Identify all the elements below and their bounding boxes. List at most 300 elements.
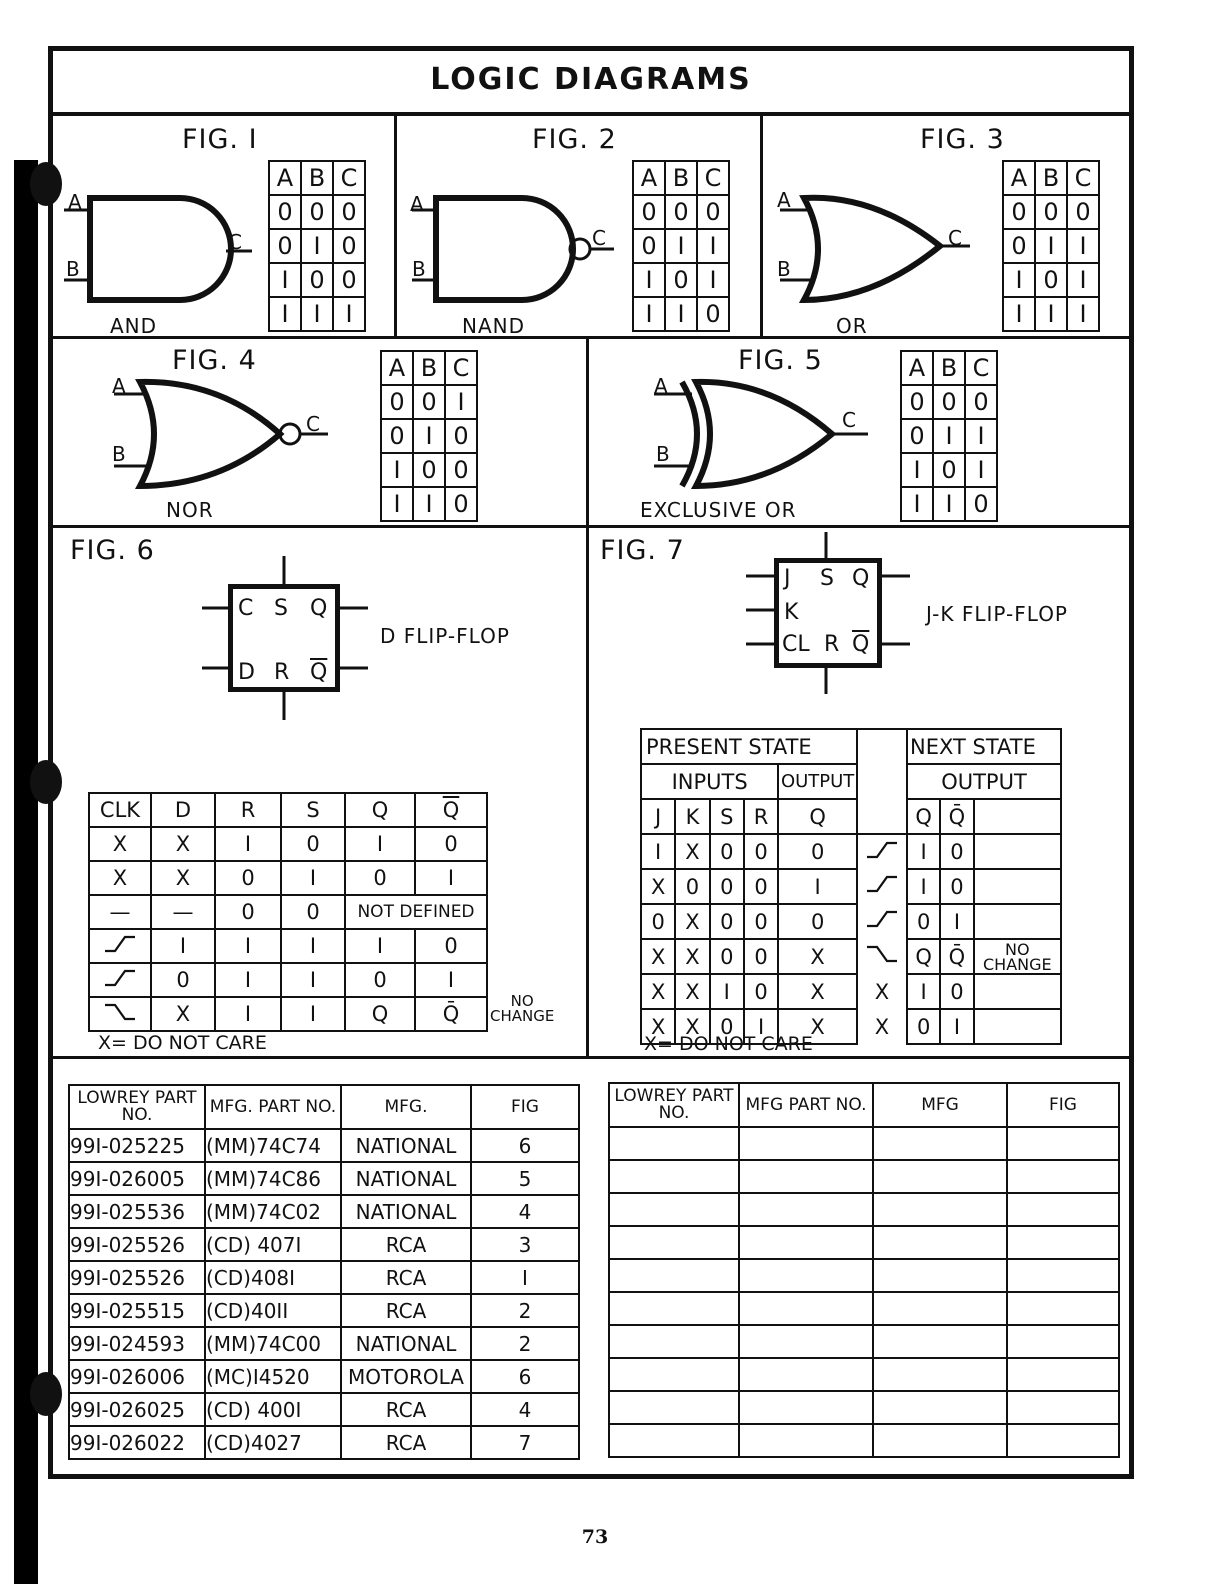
or-gate-symbol — [774, 190, 984, 310]
parts-right-cell — [873, 1325, 1007, 1358]
fig4-pin-a: A — [112, 374, 126, 398]
table-row — [641, 869, 1061, 904]
fig7-cell: I — [641, 834, 675, 869]
fig4-cell: 0 — [445, 419, 477, 453]
fig7-no-change: NO CHANGE — [974, 939, 1061, 974]
parts-right-cell — [873, 1358, 1007, 1391]
table-row — [381, 453, 477, 487]
parts-right-cell — [873, 1259, 1007, 1292]
fig5-pin-c: C — [842, 408, 856, 432]
parts-left-cell: 99I-025536 — [69, 1195, 205, 1228]
table-row — [89, 963, 487, 997]
parts-left-cell: 6 — [471, 1360, 579, 1393]
parts-right-cell — [609, 1160, 739, 1193]
fig6-cell: — — [151, 895, 215, 929]
parts-right-cell — [609, 1127, 739, 1160]
fig3-gate-name: OR — [836, 314, 868, 338]
fig2-pin-b: B — [412, 257, 426, 281]
fig6-no-change — [490, 994, 554, 1024]
fig7-next-cell: I — [940, 904, 973, 939]
clock-column — [857, 729, 907, 834]
parts-right-cell — [1007, 1226, 1119, 1259]
parts-left-header-1: MFG. PART NO. — [205, 1085, 341, 1129]
parts-left-cell: 2 — [471, 1294, 579, 1327]
table-row — [89, 929, 487, 963]
table-row — [641, 799, 1061, 834]
fig7-no-change — [974, 904, 1061, 939]
table-row — [69, 1360, 579, 1393]
parts-right-cell — [873, 1391, 1007, 1424]
fig7-cell: 0 — [778, 834, 857, 869]
fig7-next-cell: Q̄ — [940, 939, 973, 974]
table-row — [89, 997, 487, 1031]
table-row — [381, 487, 477, 521]
fig6-cell: 0 — [415, 929, 487, 963]
fig5-pin-b: B — [656, 442, 670, 466]
fig7-cell: X — [675, 904, 709, 939]
table-row — [69, 1228, 579, 1261]
table-row — [641, 729, 1061, 764]
fig7-cell: 0 — [744, 834, 778, 869]
fig2-cell: I — [665, 297, 697, 331]
fig7-cell: 0 — [744, 869, 778, 904]
fig7-no-change — [974, 974, 1061, 1009]
fig7-pin-k: K — [784, 600, 799, 625]
fig1-pin-b: B — [66, 257, 80, 281]
fig6-no-change-line1: NO — [510, 992, 534, 1010]
parts-right-cell — [609, 1259, 739, 1292]
table-row — [633, 229, 729, 263]
fig6-cell: 0 — [151, 963, 215, 997]
fig2-cell: 0 — [697, 195, 729, 229]
table-row — [69, 1426, 579, 1459]
fig6-header-5: $\overline{Q}$ — [415, 793, 487, 827]
parts-left-cell: (CD) 407I — [205, 1228, 341, 1261]
fig1-pin-c: C — [228, 230, 242, 254]
parts-right-cell — [873, 1193, 1007, 1226]
parts-right-cell — [739, 1292, 873, 1325]
table-row — [69, 1393, 579, 1426]
fig6-pin-s: S — [274, 596, 288, 621]
fig7-cell: X — [641, 869, 675, 904]
parts-right-cell — [739, 1424, 873, 1457]
parts-left-cell: 5 — [471, 1162, 579, 1195]
next-output-header: OUTPUT — [907, 764, 1061, 799]
parts-left-cell: RCA — [341, 1393, 471, 1426]
fig2-pin-a: A — [410, 192, 424, 216]
fig1-gate-name: AND — [110, 314, 158, 338]
fig7-cell: 0 — [641, 904, 675, 939]
fig7-col-k: K — [675, 799, 709, 834]
table-row — [69, 1129, 579, 1162]
fig6-cell: 0 — [281, 895, 345, 929]
parts-left-header-3: FIG — [471, 1085, 579, 1129]
fig5-cell: I — [965, 453, 997, 487]
fig3-header-b: B — [1035, 161, 1067, 195]
parts-right-cell — [873, 1424, 1007, 1457]
fig3-cell: I — [1067, 297, 1099, 331]
fig7-next-col: Q — [907, 799, 940, 834]
parts-left-cell: RCA — [341, 1426, 471, 1459]
fig2-truth-table — [632, 160, 730, 332]
fig2-cell: I — [633, 297, 665, 331]
fig3-pin-b: B — [777, 257, 791, 281]
fig1-pin-a: A — [68, 190, 82, 214]
table-row — [381, 419, 477, 453]
parts-left-cell: NATIONAL — [341, 1327, 471, 1360]
fig3-cell: 0 — [1035, 263, 1067, 297]
parts-left-cell: 4 — [471, 1195, 579, 1228]
fig7-cell: X — [641, 1009, 675, 1044]
fig3-header-c: C — [1067, 161, 1099, 195]
fig7-cell: X — [778, 974, 857, 1009]
fig7-pin-r: R — [824, 632, 840, 657]
fig7-cell: X — [778, 1009, 857, 1044]
fig7-cell: I — [710, 974, 744, 1009]
parts-left-cell: NATIONAL — [341, 1195, 471, 1228]
parts-right-cell — [739, 1226, 873, 1259]
fig7-col-r: R — [744, 799, 778, 834]
fig6-cell: — — [89, 895, 151, 929]
fig1-cell: I — [301, 297, 333, 331]
parts-left-cell: (CD)40II — [205, 1294, 341, 1327]
fig3-pin-c: C — [948, 226, 962, 250]
parts-right-cell — [609, 1226, 739, 1259]
parts-right-cell — [1007, 1391, 1119, 1424]
fig6-cell: I — [281, 963, 345, 997]
fig5-label: FIG. 5 — [738, 345, 823, 376]
parts-right-cell — [1007, 1259, 1119, 1292]
divider-row1 — [52, 336, 1130, 339]
parts-left-cell: 99I-025225 — [69, 1129, 205, 1162]
parts-table-right — [608, 1082, 1120, 1458]
fig7-cell: X — [675, 834, 709, 869]
fig5-cell: I — [933, 487, 965, 521]
fig6-cell: I — [215, 929, 281, 963]
fig7-clock-cell: X — [857, 1009, 907, 1044]
table-row — [89, 861, 487, 895]
parts-left-cell: (CD)408I — [205, 1261, 341, 1294]
fig5-truth-table — [900, 350, 998, 522]
fig3-pin-a: A — [777, 188, 791, 212]
parts-right-cell — [609, 1292, 739, 1325]
fig3-cell: 0 — [1003, 229, 1035, 263]
parts-left-cell: MOTOROLA — [341, 1360, 471, 1393]
fig7-cell: 0 — [710, 1009, 744, 1044]
truth-table-header — [901, 351, 997, 385]
fig4-cell: 0 — [381, 419, 413, 453]
fig4-label: FIG. 4 — [172, 345, 257, 376]
parts-right-header-3: FIG — [1007, 1083, 1119, 1127]
fig1-cell: 0 — [333, 195, 365, 229]
fig7-next-cell: 0 — [940, 834, 973, 869]
fig6-cell: I — [281, 997, 345, 1031]
table-row — [269, 263, 365, 297]
fig7-cell: 0 — [675, 869, 709, 904]
fig3-cell: I — [1067, 229, 1099, 263]
parts-left-cell: NATIONAL — [341, 1129, 471, 1162]
fig7-cell: 0 — [744, 939, 778, 974]
fig1-cell: 0 — [301, 195, 333, 229]
fig4-cell: I — [381, 487, 413, 521]
table-row — [901, 487, 997, 521]
fig4-cell: 0 — [445, 487, 477, 521]
fig6-cell: X — [89, 827, 151, 861]
fig6-cell: I — [215, 997, 281, 1031]
table-row — [609, 1391, 1119, 1424]
parts-right-cell — [1007, 1193, 1119, 1226]
page-number: 73 — [581, 1526, 609, 1548]
fig6-pin-qbar: $\overline{Q}$ — [310, 660, 328, 685]
fig7-cell: X — [778, 939, 857, 974]
fig7-cell: 0 — [744, 904, 778, 939]
fig5-header-c: C — [965, 351, 997, 385]
table-row — [69, 1327, 579, 1360]
fig7-next-cell: 0 — [940, 869, 973, 904]
parts-left-cell: 99I-025515 — [69, 1294, 205, 1327]
parts-right-cell — [1007, 1358, 1119, 1391]
parts-right-cell — [609, 1358, 739, 1391]
table-row — [89, 827, 487, 861]
parts-left-cell: (MM)74C00 — [205, 1327, 341, 1360]
fig6-cell: I — [281, 861, 345, 895]
parts-left-cell: (CD) 400I — [205, 1393, 341, 1426]
fig6-cell: 0 — [415, 827, 487, 861]
parts-left-cell: 99I-024593 — [69, 1327, 205, 1360]
fig5-cell: I — [901, 453, 933, 487]
fig2-cell: I — [665, 229, 697, 263]
parts-right-cell — [739, 1193, 873, 1226]
parts-right-cell — [609, 1193, 739, 1226]
falling-edge-icon — [857, 939, 907, 974]
fig5-cell: 0 — [933, 385, 965, 419]
present-state-header: PRESENT STATE — [641, 729, 857, 764]
fig7-cell: X — [675, 939, 709, 974]
parts-header — [609, 1083, 1119, 1127]
fig6-header-4: Q — [345, 793, 415, 827]
table-row — [633, 263, 729, 297]
fig7-cell: X — [641, 939, 675, 974]
fig3-cell: I — [1067, 263, 1099, 297]
fig1-truth-table — [268, 160, 366, 332]
fig4-truth-table — [380, 350, 478, 522]
d-flip-flop-pins — [200, 554, 380, 724]
fig6-cell: X — [151, 861, 215, 895]
fig6-cell: X — [89, 861, 151, 895]
table-row — [1003, 263, 1099, 297]
parts-left-cell: RCA — [341, 1294, 471, 1327]
fig2-cell: 0 — [633, 195, 665, 229]
fig6-not-defined: NOT DEFINED — [345, 895, 487, 929]
fig5-cell: I — [901, 487, 933, 521]
parts-left-cell: (MC)I4520 — [205, 1360, 341, 1393]
table-row — [269, 195, 365, 229]
table-row — [641, 904, 1061, 939]
parts-right-cell — [609, 1325, 739, 1358]
fig6-cell: I — [281, 929, 345, 963]
fig1-cell: 0 — [301, 263, 333, 297]
page-title: LOGIC DIAGRAMS — [48, 46, 1134, 116]
fig7-no-change — [974, 834, 1061, 869]
fig3-cell: I — [1003, 263, 1035, 297]
rising-edge-icon — [89, 929, 151, 963]
fig7-footnote: X= DO NOT CARE — [644, 1033, 813, 1055]
parts-left-cell: RCA — [341, 1261, 471, 1294]
truth-table-header — [381, 351, 477, 385]
parts-left-cell: 7 — [471, 1426, 579, 1459]
table-row — [609, 1424, 1119, 1457]
fig4-header-b: B — [413, 351, 445, 385]
fig7-next-cell: 0 — [907, 904, 940, 939]
fig7-pin-cl: CL — [782, 632, 810, 657]
fig2-cell: 0 — [633, 229, 665, 263]
divider-fig2-fig3 — [760, 116, 763, 338]
table-row — [1003, 195, 1099, 229]
rising-edge-icon — [89, 963, 151, 997]
parts-right-cell — [739, 1391, 873, 1424]
and-gate-symbol — [60, 190, 260, 310]
fig7-next-cell: 0 — [940, 974, 973, 1009]
fig7-cell: 0 — [778, 904, 857, 939]
parts-right-cell — [1007, 1127, 1119, 1160]
parts-left-cell: 2 — [471, 1327, 579, 1360]
fig6-pin-r: R — [274, 660, 290, 685]
fig1-cell: I — [269, 263, 301, 297]
fig5-cell: 0 — [933, 453, 965, 487]
parts-left-cell: I — [471, 1261, 579, 1294]
fig7-next-cell: Q — [907, 939, 940, 974]
fig7-label: FIG. 7 — [600, 535, 685, 566]
jk-flip-flop-pins — [744, 530, 924, 700]
fig6-label: FIG. 6 — [70, 535, 155, 566]
fig6-no-change-line2: CHANGE — [490, 1007, 555, 1025]
fig6-truth-table — [88, 792, 488, 1032]
truth-table-header — [89, 793, 487, 827]
fig4-pin-c: C — [306, 412, 320, 436]
fig7-name: J-K FLIP-FLOP — [926, 602, 1068, 626]
parts-left-cell: 99I-025526 — [69, 1261, 205, 1294]
fig7-col-q: Q — [778, 799, 857, 834]
parts-left-cell: (MM)74C02 — [205, 1195, 341, 1228]
table-row — [609, 1292, 1119, 1325]
fig3-cell: I — [1035, 229, 1067, 263]
parts-left-cell: 99I-026005 — [69, 1162, 205, 1195]
fig4-cell: 0 — [413, 453, 445, 487]
parts-left-cell: (MM)74C74 — [205, 1129, 341, 1162]
fig7-no-change — [974, 869, 1061, 904]
fig2-cell: I — [697, 263, 729, 297]
fig5-cell: I — [965, 419, 997, 453]
fig7-next-cell: 0 — [907, 1009, 940, 1044]
fig2-gate-name: NAND — [462, 314, 526, 338]
fig2-header-c: C — [697, 161, 729, 195]
fig2-cell: 0 — [697, 297, 729, 331]
table-row — [901, 453, 997, 487]
truth-table-header — [269, 161, 365, 195]
fig7-cell: 0 — [710, 904, 744, 939]
table-row — [1003, 229, 1099, 263]
fig5-header-a: A — [901, 351, 933, 385]
fig6-cell: I — [345, 929, 415, 963]
rising-edge-icon — [857, 834, 907, 869]
table-row — [381, 385, 477, 419]
table-row — [641, 764, 1061, 799]
fig1-cell: 0 — [269, 195, 301, 229]
parts-right-header-0: LOWREY PART NO. — [609, 1083, 739, 1127]
fig7-col-s: S — [710, 799, 744, 834]
fig4-header-c: C — [445, 351, 477, 385]
fig2-cell: 0 — [665, 263, 697, 297]
fig7-cell: X — [675, 974, 709, 1009]
parts-right-cell — [1007, 1325, 1119, 1358]
fig2-cell: 0 — [665, 195, 697, 229]
truth-table-header — [633, 161, 729, 195]
fig7-col-j: J — [641, 799, 675, 834]
fig6-cell: X — [151, 827, 215, 861]
parts-right-header-2: MFG — [873, 1083, 1007, 1127]
parts-right-cell — [1007, 1292, 1119, 1325]
fig1-label: FIG. I — [182, 124, 258, 155]
fig7-pin-q: Q — [852, 566, 870, 591]
fig6-cell: 0 — [345, 861, 415, 895]
table-row — [609, 1259, 1119, 1292]
parts-left-header-0: LOWREY PART NO. — [69, 1085, 205, 1129]
fig5-cell: 0 — [965, 487, 997, 521]
fig7-truth-table — [640, 728, 1062, 1045]
nand-gate-symbol — [404, 190, 624, 310]
fig6-cell: I — [215, 827, 281, 861]
parts-left-cell: 6 — [471, 1129, 579, 1162]
parts-right-header-1: MFG PART NO. — [739, 1083, 873, 1127]
fig6-cell: I — [151, 929, 215, 963]
table-row — [633, 297, 729, 331]
table-row — [901, 419, 997, 453]
parts-right-cell — [739, 1259, 873, 1292]
fig6-header-3: S — [281, 793, 345, 827]
parts-right-cell — [873, 1127, 1007, 1160]
fig7-pin-s: S — [820, 566, 834, 591]
table-row — [609, 1226, 1119, 1259]
fig3-header-a: A — [1003, 161, 1035, 195]
fig6-footnote: X= DO NOT CARE — [98, 1032, 267, 1054]
rising-edge-icon — [857, 904, 907, 939]
truth-table-header — [1003, 161, 1099, 195]
fig1-cell: I — [301, 229, 333, 263]
fig4-cell: I — [445, 385, 477, 419]
parts-right-cell — [1007, 1424, 1119, 1457]
fig3-truth-table — [1002, 160, 1100, 332]
fig1-cell: 0 — [333, 263, 365, 297]
parts-right-cell — [609, 1424, 739, 1457]
fig6-cell: 0 — [281, 827, 345, 861]
fig7-next-cell: I — [907, 974, 940, 1009]
parts-left-cell: (MM)74C86 — [205, 1162, 341, 1195]
table-row — [69, 1162, 579, 1195]
fig6-header-0: CLK — [89, 793, 151, 827]
divider-fig1-fig2 — [394, 116, 397, 338]
fig1-cell: 0 — [269, 229, 301, 263]
fig6-cell: 0 — [215, 861, 281, 895]
parts-left-cell: RCA — [341, 1228, 471, 1261]
fig5-cell: 0 — [901, 385, 933, 419]
parts-left-cell: 4 — [471, 1393, 579, 1426]
parts-left-cell: 3 — [471, 1228, 579, 1261]
table-row — [609, 1127, 1119, 1160]
fig4-header-a: A — [381, 351, 413, 385]
fig5-header-b: B — [933, 351, 965, 385]
divider-row2 — [52, 525, 1130, 528]
parts-left-cell: 99I-025526 — [69, 1228, 205, 1261]
